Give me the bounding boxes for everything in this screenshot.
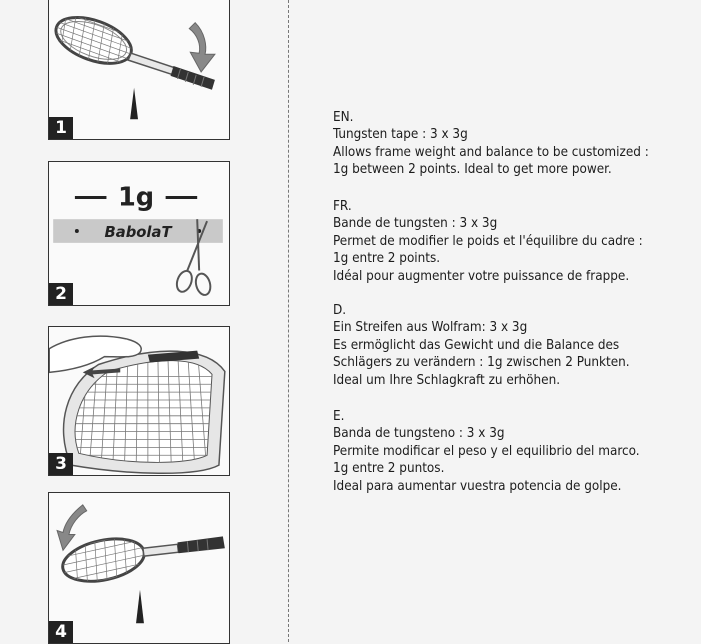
text-line: 1g between 2 points. Ideal to get more power. bbox=[333, 162, 612, 178]
language-code: D. bbox=[333, 303, 347, 318]
step-number: 1 bbox=[49, 117, 73, 139]
step-number: 3 bbox=[49, 453, 73, 475]
text-line: Ideal para aumentar vuestra potencia de golpe. bbox=[333, 478, 622, 494]
text-line: Banda de tungsteno : 3 x 3g bbox=[333, 426, 505, 442]
weight-label: 1g bbox=[117, 182, 155, 213]
step-number: 2 bbox=[49, 283, 73, 305]
text-line: Idéal pour augmenter votre puissance de frappe. bbox=[333, 268, 630, 284]
tape-apply-illustration bbox=[49, 327, 229, 475]
text-line: Bande de tungsten : 3 x 3g bbox=[333, 216, 498, 232]
racket-icon bbox=[49, 0, 215, 90]
instructions-fr bbox=[333, 198, 693, 285]
balance-point-icon bbox=[136, 590, 144, 624]
text-line: Ideal um Ihre Schlagkraft zu erhöhen. bbox=[333, 372, 561, 388]
step-3-panel bbox=[48, 326, 230, 476]
text-line: 1g entre 2 points. bbox=[333, 251, 441, 267]
text-line: Permet de modifier le poids et l'équilibre du cadre : bbox=[333, 233, 643, 249]
instructions-de bbox=[333, 302, 693, 389]
text-line: Ein Streifen aus Wolfram: 3 x 3g bbox=[333, 320, 528, 336]
brand-logo: BabolaT bbox=[104, 223, 172, 241]
racket-balance-illustration bbox=[49, 493, 229, 643]
instructions-en bbox=[333, 109, 693, 179]
step-1-panel bbox=[48, 0, 230, 140]
language-code: FR. bbox=[333, 199, 352, 214]
step-4-panel bbox=[48, 492, 230, 644]
text-line: Permite modificar el peso y el equilibrio del marco. bbox=[333, 443, 640, 459]
step-number: 4 bbox=[49, 621, 73, 643]
step-2-panel bbox=[48, 161, 230, 306]
arrow-icon bbox=[189, 23, 215, 72]
text-line: Tungsten tape : 3 x 3g bbox=[333, 127, 468, 143]
language-code: EN. bbox=[333, 110, 354, 125]
tape-cut-illustration bbox=[49, 162, 229, 305]
arrow-icon bbox=[57, 505, 87, 550]
text-line: 1g entre 2 puntos. bbox=[333, 461, 445, 477]
text-line: Es ermöglicht das Gewicht und die Balance des bbox=[333, 337, 620, 353]
balance-point-icon bbox=[130, 88, 138, 120]
divider-line bbox=[288, 0, 289, 642]
racket-icon bbox=[49, 523, 225, 602]
language-code: E. bbox=[333, 409, 345, 424]
text-line: Allows frame weight and balance to be customized : bbox=[333, 144, 649, 160]
racket-grip-illustration bbox=[49, 0, 229, 139]
instructions-es bbox=[333, 408, 693, 495]
text-line: Schlägers zu verändern : 1g zwischen 2 Punkten. bbox=[333, 355, 630, 371]
